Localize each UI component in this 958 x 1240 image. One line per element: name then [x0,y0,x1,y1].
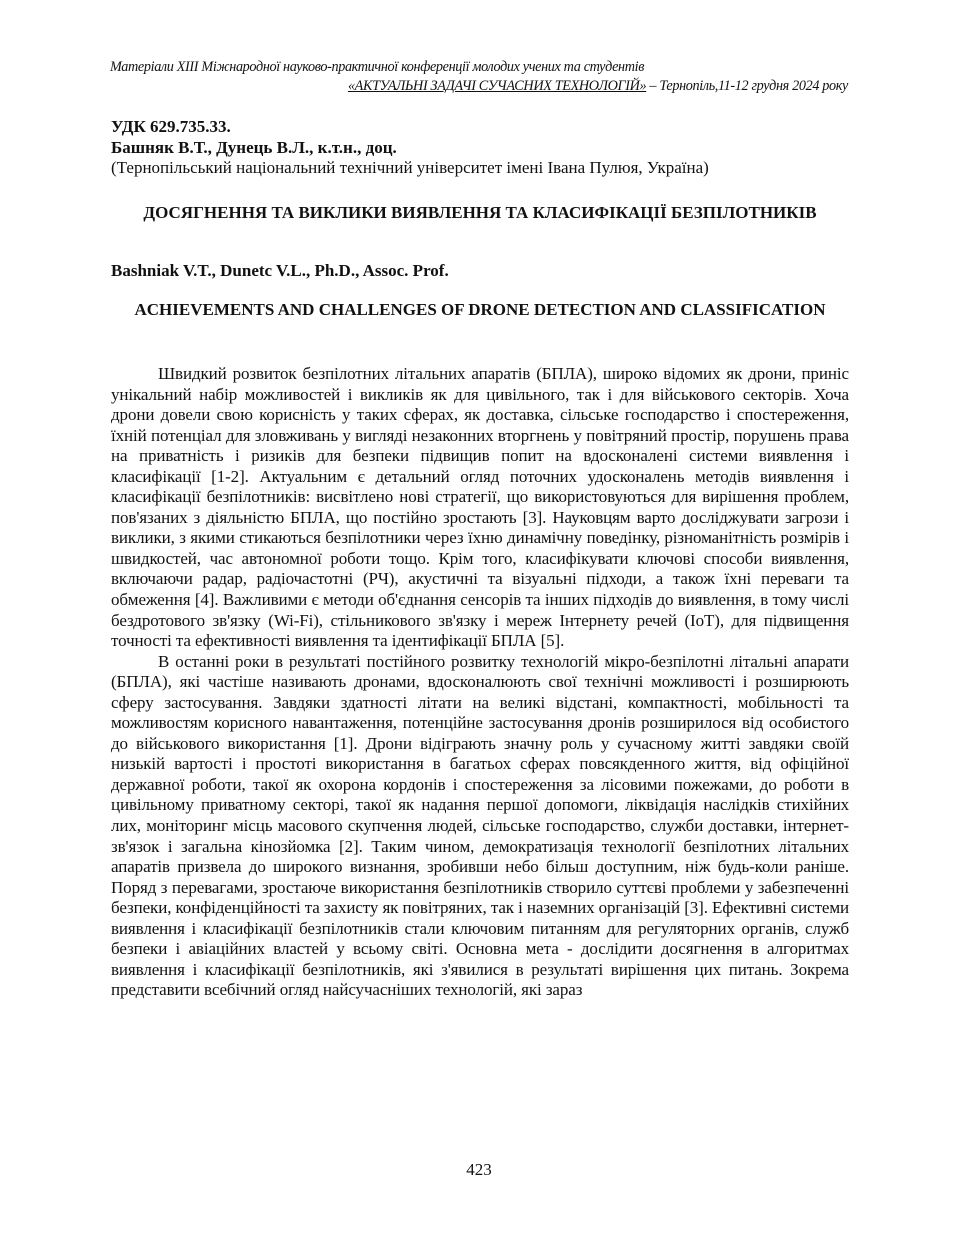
page-number: 423 [466,1160,492,1179]
article-metadata [111,117,849,179]
header-place-date: – Тернопіль,11-12 грудня 2024 року [646,78,848,94]
udc-code: УДК 629.735.33. [111,117,231,136]
authors-en: Bashniak V.T., Dunetc V.L., Ph.D., Assoc. Prof. [111,261,449,280]
body-text [111,364,849,1001]
header-conference-line [110,77,848,96]
running-header [110,58,848,96]
affiliation: (Тернопільський національний технічний університет імені Івана Пулюя, Україна) [111,158,709,177]
title-en: ACHIEVEMENTS AND CHALLENGES OF DRONE DETECTION AND CLASSIFICATION [134,300,826,319]
header-proceedings-line: Матеріали XIII Міжнародної науково-практичної конференції молодих учених та студентів [110,59,645,75]
paragraph-2: В останні роки в результаті постійного розвитку технологій мікро-безпілотні літальні апарати (БПЛА), які частіше називають дронами, вдосконалюють свої технічні можливості і розширюють сферу застосування. Завдяки здатності літати на великі відстані, компактності, мобільності та можливостям корисного навантаження, потенційне застосування дронів розширилося від особистого до військового використання [1]. Дрони відіграють значну роль у сучасному житті завдяки своїй низькій вартості і простоті використання в багатьох сферах повсякденного життя, від офіційної державної роботи, такої як охорона кордонів і спостереження за лісовими пожежами, до роботи в цивільному приватному секторі, такої як надання першої допомоги, ліквідація наслідків стихійних лих, моніторинг місць масового скупчення людей, сільське господарство, служби доставки, інтернет-зв'язок і загальна кінозйомка [2]. Таким чином, демократизація технології безпілотних літальних апаратів призвела до широкого визнання, зробивши небо більш доступним, ніж будь-коли раніше. Поряд з перевагами, зростаюче використання безпілотників створило суттєві проблеми у забезпеченні безпеки, конфіденційності та захисту як повітряних, так і наземних організацій [3]. Ефективні системи виявлення і класифікації безпілотників стали ключовим питанням для регуляторних органів, служб безпеки і авіаційних властей у всьому світі. Основна мета - дослідити досягнення в алгоритмах виявлення і класифікації безпілотників, які з'явилися в результаті вирішення цих питань. Зокрема представити всебічний огляд найсучасніших технологій, які зараз [111,651,849,1000]
title-ua: ДОСЯГНЕННЯ ТА ВИКЛИКИ ВИЯВЛЕННЯ ТА КЛАСИФІКАЦІЇ БЕЗПІЛОТНИКІВ [143,203,817,222]
authors-ua: Башняк В.Т., Дунець В.Л., к.т.н., доц. [111,137,397,157]
paragraph-1: Швидкий розвиток безпілотних літальних апаратів (БПЛА), широко відомих як дрони, приніс унікальний набір можливостей і викликів як для цивільного, так і для військового секторів. Хоча дрони довели свою корисність у таких сферах, як доставка, сільське господарство і спостереження, їхній потенціал для зловживань у вигляді незаконних вторгнень у повітряний простір, порушень права на приватність і ризиків для безпеки підвищив попит на вдосконалені системи виявлення і класифікації [1-2]. Актуальним є детальний огляд поточних удосконалень методів виявлення і класифікації безпілотників: висвітлено нові стратегії, що використовуються для вирішення проблем, пов'язаних з діяльністю БПЛА, що постійно зростають [3]. Науковцям варто досліджувати загрози і виклики, з якими стикаються безпілотники через їхню динамічну поведінку, різноманітність розмірів і швидкостей, час автономної роботи тощо. Крім того, класифікувати ключові способи виявлення, включаючи радар, радіочастотні (РЧ), акустичні та візуальні підходи, а також їхні переваги та обмеження [4]. Важливими є методи об'єднання сенсорів та інших підходів до виявлення, в тому числі бездротового зв'язку (Wi-Fi), стільникового зв'язку і мереж Інтернету речей (IoT), для підвищення точності та ефективності виявлення та ідентифікації БПЛА [5]. [111,364,849,651]
header-conference-name: «АКТУАЛЬНІ ЗАДАЧІ СУЧАСНИХ ТЕХНОЛОГІЙ» [347,78,647,94]
